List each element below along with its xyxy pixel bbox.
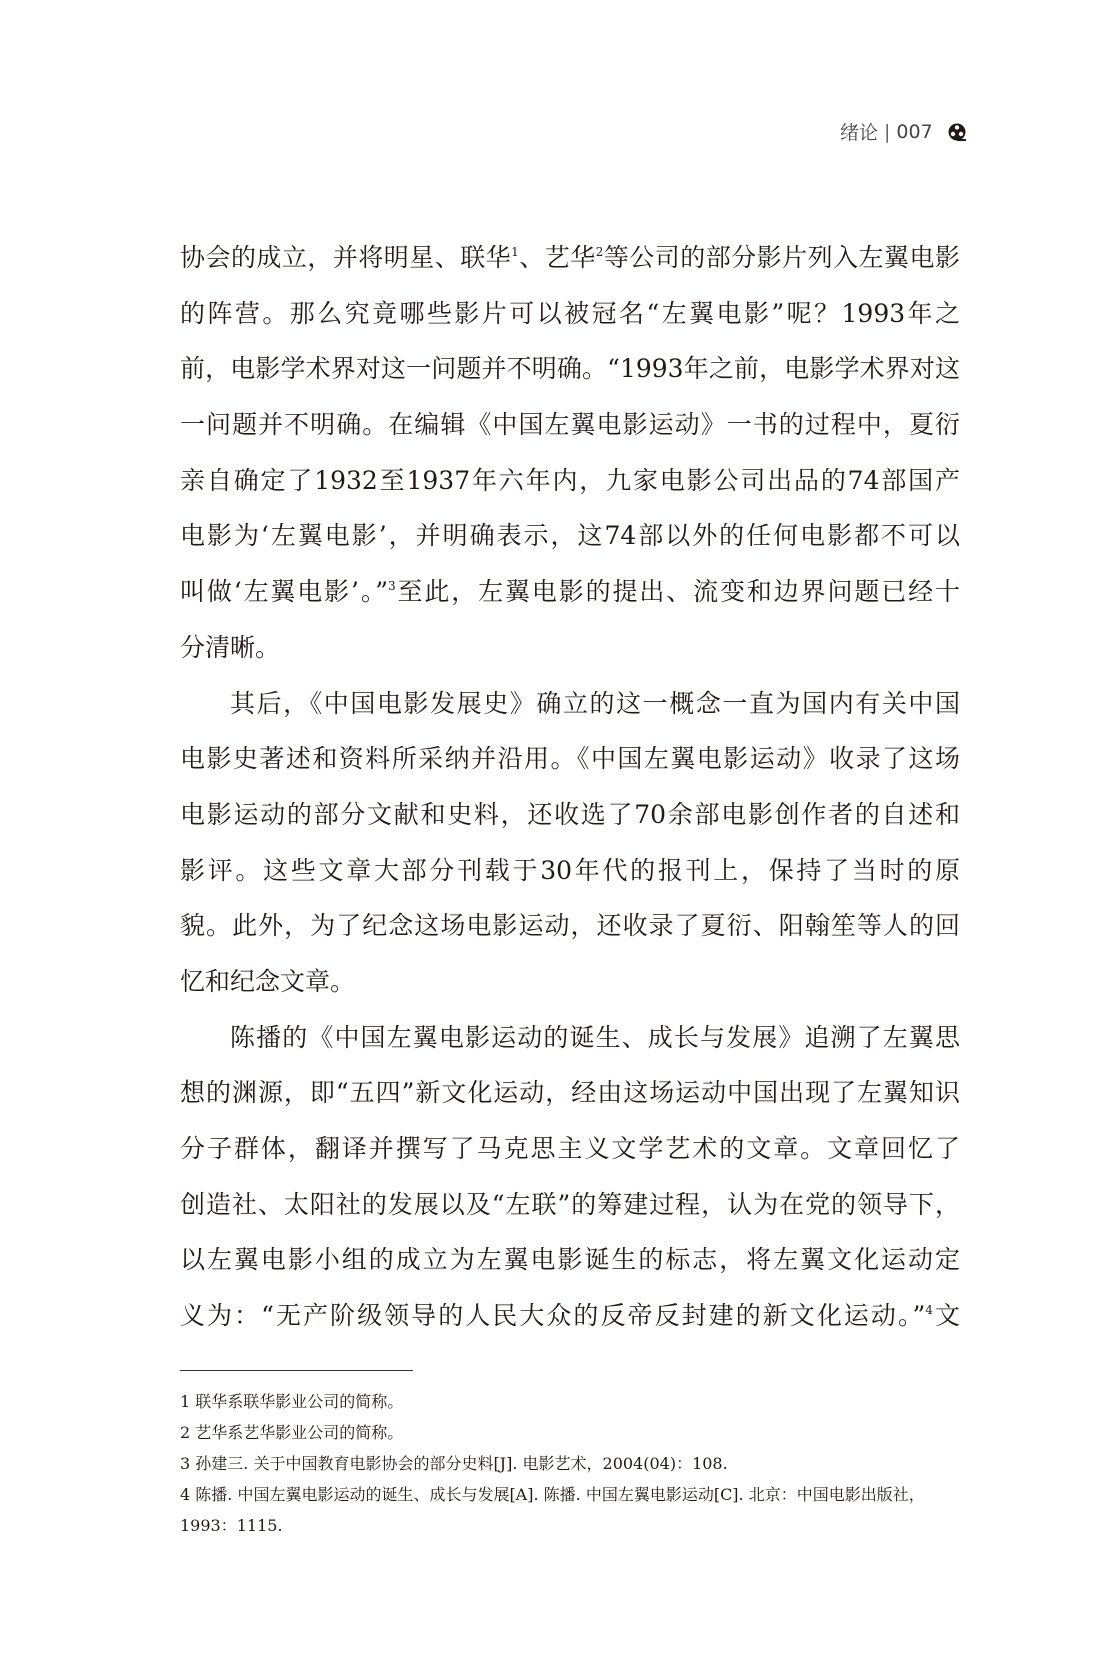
body-line: 影评。这些文章大部分刊载于30年代的报刊上，保持了当时的原 (180, 855, 960, 885)
body-line: 电影史著述和资料所采纳并沿用。《中国左翼电影运动》收录了这场 (180, 744, 960, 774)
body-line: 以左翼电影小组的成立为左翼电影诞生的标志，将左翼文化运动定 (180, 1245, 960, 1275)
body-line: 陈播的《中国左翼电影运动的诞生、成长与发展》追溯了左翼思 (230, 1022, 960, 1052)
footnote: 1993：1115. (180, 1516, 283, 1535)
footnote-ref[interactable]: 3 (388, 579, 396, 594)
footnote: 3 孙建三. 关于中国教育电影协会的部分史料[J]. 电影艺术，2004(04)：108. (180, 1454, 728, 1473)
body-line: 分清晰。 (180, 632, 281, 662)
footnote: 1 联华系联华影业公司的简称。 (180, 1392, 404, 1411)
page-number: 007 (896, 120, 933, 143)
body-line: 分子群体，翻译并撰写了马克思主义文学艺术的文章。文章回忆了 (180, 1134, 960, 1163)
body-line: 创造社、太阳社的发展以及“左联”的筹建过程，认为在党的领导下， (180, 1189, 960, 1219)
body-line: 电影运动的部分文献和史料，还收选了70余部电影创作者的自述和 (180, 799, 960, 829)
header-separator: | (884, 120, 891, 143)
body-line: 想的渊源，即“五四”新文化运动，经由这场运动中国出现了左翼知识 (180, 1078, 960, 1108)
running-header (840, 118, 967, 145)
film-reel-icon (947, 122, 967, 142)
body-line: 亲自确定了1932至1937年六年内，九家电影公司出品的74部国产 (180, 465, 960, 495)
body-line: 忆和纪念文章。 (180, 966, 356, 996)
section-title: 绪论 (840, 122, 879, 144)
footnote: 2 艺华系艺华影业公司的简称。 (180, 1423, 404, 1442)
body-line: 貌。此外，为了纪念这场电影运动，还收录了夏衍、阳翰笙等人的回 (180, 911, 960, 941)
body-line: 一问题并不明确。在编辑《中国左翼电影运动》一书的过程中，夏衍 (180, 410, 960, 440)
footnote-divider (180, 1370, 413, 1371)
footnote: 4 陈播. 中国左翼电影运动的诞生、成长与发展[A]. 陈播. 中国左翼电影运动[C]. 北京：中国电影出版社， (180, 1485, 925, 1504)
body-line: 其后，《中国电影发展史》确立的这一概念一直为国内有关中国 (230, 688, 960, 718)
body-line: 的阵营。那么究竟哪些影片可以被冠名“左翼电影”呢？1993年之 (180, 298, 960, 328)
body-line: 义为：“无产阶级领导的人民大众的反帝反封建的新文化运动。”$^4$文 (180, 1301, 960, 1331)
footnotes (180, 1386, 960, 1541)
footnote-ref[interactable]: 2 (595, 245, 604, 259)
body-text (180, 230, 960, 1344)
body-line: 前，电影学术界对这一问题并不明确。“1993年之前，电影学术界对这 (180, 354, 960, 384)
body-line: 协会的成立，并将明星、联华$^1$、艺华$^2$等公司的部分影片列入左翼电影 (180, 243, 960, 272)
body-line: 叫做‘左翼电影’。”$^3$至此，左翼电影的提出、流变和边界问题已经十 (180, 577, 960, 607)
footnote-ref[interactable]: 4 (925, 1303, 933, 1318)
footnote-ref[interactable]: 1 (511, 245, 519, 259)
body-line: 电影为‘左翼电影’，并明确表示，这74部以外的任何电影都不可以 (180, 521, 960, 551)
